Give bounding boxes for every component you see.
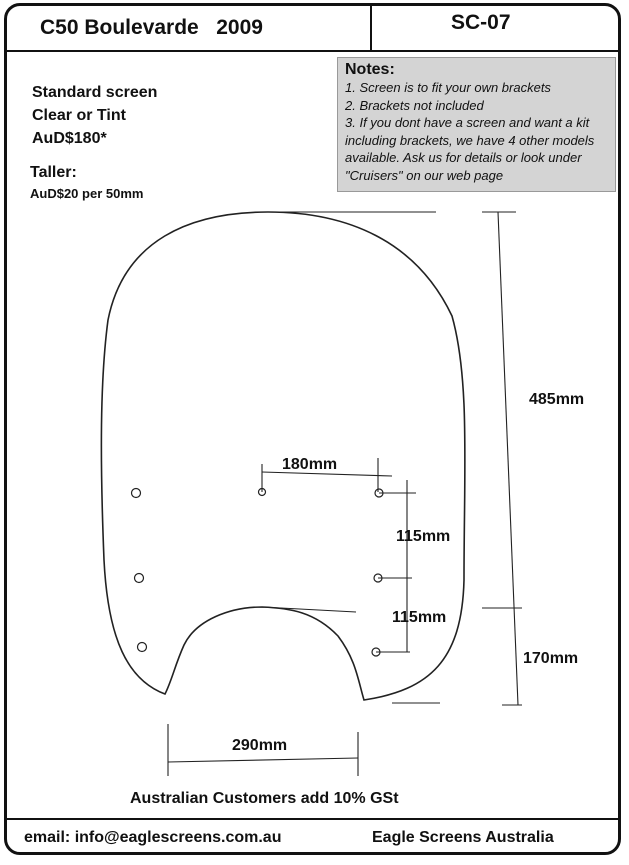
dimension-label: 115mm <box>392 609 447 626</box>
dimension-label: 170mm <box>523 650 579 667</box>
taller-label: Taller: <box>30 164 77 181</box>
dimension-label: 115mm <box>396 528 451 545</box>
contact-email: email: info@eaglescreens.com.au <box>24 829 282 846</box>
notes-heading: Notes: <box>345 61 395 78</box>
dimension-label: 180mm <box>282 456 338 473</box>
note-line: available. Ask us for details or look under <box>345 150 582 165</box>
height-dimension-line <box>498 212 518 705</box>
cutout-width-line <box>168 758 358 762</box>
screen-type: Standard screen <box>32 84 158 101</box>
mount-hole <box>135 574 144 583</box>
note-line: including brackets, we have 4 other models <box>345 132 595 148</box>
cutout-extension-line <box>262 607 356 612</box>
taller-price: AuD$20 per 50mm <box>30 186 144 201</box>
company-name: Eagle Screens Australia <box>372 829 554 846</box>
dimension-label: 485mm <box>529 391 585 408</box>
dimension-label: 290mm <box>232 737 288 754</box>
page-title: C50 Boulevarde 2009 <box>40 16 263 39</box>
gst-note: Australian Customers add 10% GSt <box>130 790 399 807</box>
note-line: 3. If you dont have a screen and want a kit <box>345 115 590 130</box>
mount-hole <box>138 643 147 652</box>
mount-hole <box>132 489 141 498</box>
product-code: SC-07 <box>451 11 511 34</box>
screen-options: Clear or Tint <box>32 107 126 124</box>
note-line: 1. Screen is to fit your own brackets <box>345 80 551 95</box>
note-line: 2. Brackets not included <box>345 97 484 113</box>
base-price: AuD$180* <box>32 130 107 147</box>
note-line: "Cruisers" on our web page <box>345 167 504 183</box>
